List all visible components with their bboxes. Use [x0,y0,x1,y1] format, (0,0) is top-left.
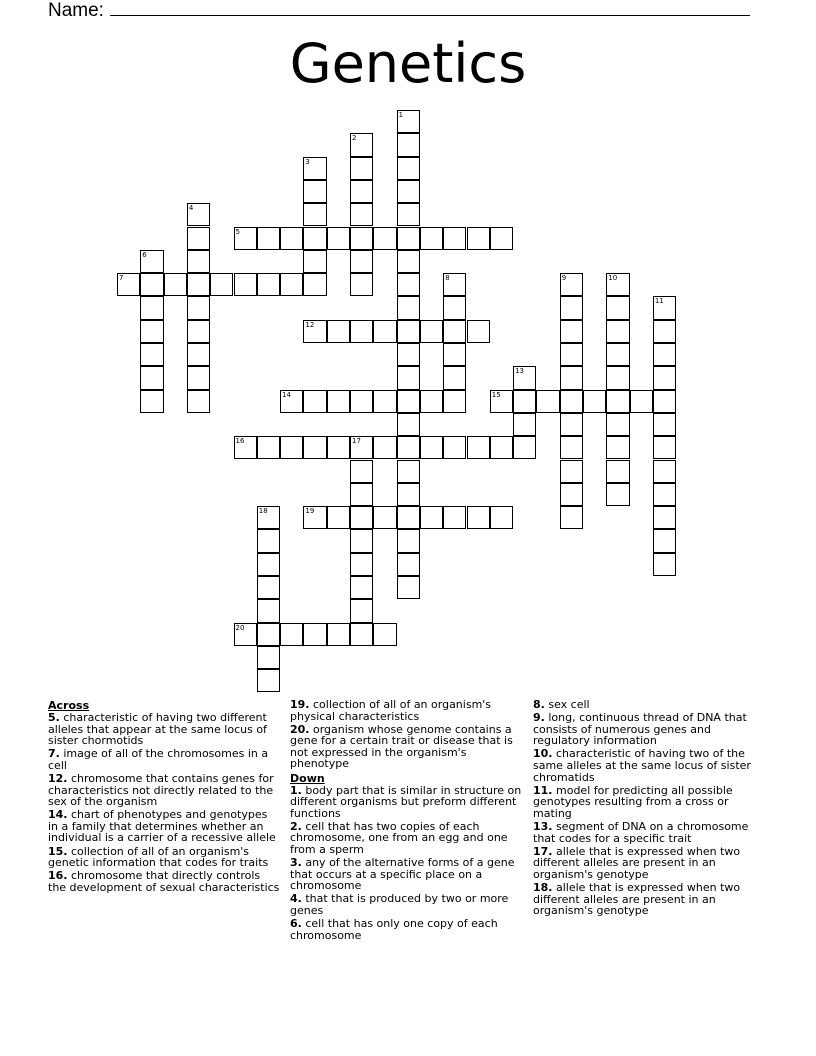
crossword-cell[interactable] [397,529,420,552]
crossword-cell[interactable] [257,646,280,669]
crossword-cell[interactable] [373,506,396,529]
crossword-cell[interactable] [397,343,420,366]
crossword-cell[interactable] [140,343,163,366]
crossword-cell[interactable] [397,576,420,599]
crossword-cell[interactable] [513,413,536,436]
crossword-cell[interactable] [350,599,373,622]
crossword-cell[interactable] [397,110,420,133]
crossword-cell[interactable] [397,413,420,436]
clue-across-16: 16. chromosome that directly controls the development of sexual characteristics [48,869,280,894]
crossword-cell[interactable] [467,227,490,250]
clue-down-2: 2. cell that has two copies of each chromosome, one from an egg and one from a sperm [290,819,508,857]
crossword-cell[interactable] [420,436,443,459]
crossword-cell[interactable] [350,529,373,552]
crossword-cell[interactable] [443,343,466,366]
page-title: Genetics [289,32,527,95]
crossword-cell[interactable] [560,506,583,529]
crossword-cell[interactable] [303,506,326,529]
crossword-cell[interactable] [653,436,676,459]
clue-down-8: 8. sex cell [533,698,590,711]
crossword-cell[interactable] [257,576,280,599]
clue-number: 2 [352,134,357,143]
clue-down-18: 18. allele that is expressed when two different alleles are present in an organism's genotype [533,880,741,918]
clues-column-1 [48,699,280,895]
crossword-cell[interactable] [397,273,420,296]
crossword-cell[interactable] [397,436,420,459]
crossword-cell[interactable] [560,483,583,506]
crossword-cell[interactable] [467,436,490,459]
crossword-cell[interactable] [350,460,373,483]
crossword-cell[interactable] [350,576,373,599]
clue-across-14: 14. chart of phenotypes and genotypes in a family that determines whether an individual is a carrier of a recessive allele [48,808,276,845]
crossword-cell[interactable] [467,506,490,529]
clue-number: 1 [398,111,404,119]
clue-number: 16 [235,437,245,446]
crossword-cell[interactable] [303,227,326,250]
crossword-cell[interactable] [280,273,303,296]
crossword-cell[interactable] [560,320,583,343]
crossword-cell[interactable] [467,320,490,343]
clue-number: 17 [352,437,361,446]
name-field[interactable] [48,0,750,22]
crossword-cell[interactable] [187,273,210,296]
crossword-cell[interactable] [653,366,676,389]
crossword-cell[interactable] [234,623,257,646]
crossword-cell[interactable] [560,273,583,296]
crossword-cell[interactable] [443,506,466,529]
clue-number: 13 [515,367,525,376]
crossword-cell[interactable] [536,390,559,413]
crossword-cell[interactable] [187,366,210,389]
crossword-cell[interactable] [443,227,466,250]
crossword-cell[interactable] [303,180,326,203]
crossword-cell[interactable] [420,390,443,413]
crossword-cell[interactable] [327,320,350,343]
crossword-cell[interactable] [257,599,280,622]
crossword-cell[interactable] [653,483,676,506]
crossword-cell[interactable] [606,390,629,413]
crossword-cell[interactable] [350,273,373,296]
crossword-cell[interactable] [257,273,280,296]
crossword-cell[interactable] [653,506,676,529]
crossword-cell[interactable] [350,390,373,413]
crossword-cell[interactable] [350,227,373,250]
crossword-cell[interactable] [187,227,210,250]
crossword-cell[interactable] [490,506,513,529]
clue-number: 8 [445,274,450,283]
clue-number: 5 [235,227,240,236]
clue-number: 3 [305,157,310,166]
clue-across-19: 19. collection of all of an organism's physical characteristics [290,698,492,723]
name-label: Name: [48,0,104,21]
crossword-cell[interactable] [373,623,396,646]
crossword-cell[interactable] [303,203,326,226]
clue-across-12: 12. chromosome that contains genes for characteristics not directly related to the sex of the organism [48,771,274,809]
crossword-cell[interactable] [443,390,466,413]
crossword-cell[interactable] [350,180,373,203]
crossword-cell[interactable] [653,553,676,576]
crossword-cell[interactable] [257,623,280,646]
crossword-cell[interactable] [443,436,466,459]
clue-number: 12 [305,320,315,329]
clue-down-1: 1. body part that is similar in structure on different organisms but preform different functions [290,783,522,820]
clue-number: 4 [188,204,194,213]
crossword-cell[interactable] [257,227,280,250]
crossword-cell[interactable] [373,227,396,250]
crossword-cell[interactable] [653,413,676,436]
crossword-cell[interactable] [327,506,350,529]
crossword-cell[interactable] [303,320,326,343]
crossword-cell[interactable] [257,669,280,692]
crossword-cell[interactable] [373,390,396,413]
crossword-cell[interactable] [397,483,420,506]
crossword-cell[interactable] [210,273,233,296]
crossword-cell[interactable] [397,203,420,226]
crossword-cell[interactable] [560,390,583,413]
crossword-cell[interactable] [280,390,303,413]
crossword-cell[interactable] [560,343,583,366]
crossword-cell[interactable] [560,436,583,459]
crossword-cell[interactable] [257,529,280,552]
clue-across-20: 20. organism whose genome contains a gene for a certain trait or disease that is not expressed in the organism's phenotype [290,722,513,771]
crossword-cell[interactable] [350,506,373,529]
crossword-cell[interactable] [327,227,350,250]
crossword-cell[interactable] [187,390,210,413]
crossword-cell[interactable] [560,460,583,483]
crossword-cell[interactable] [257,436,280,459]
across-heading: Across [48,699,90,712]
crossword-cell[interactable] [140,366,163,389]
clue-down-13: 13. segment of DNA on a chromosome that codes for a specific trait [533,819,749,845]
crossword-cell[interactable] [397,296,420,319]
crossword-cell[interactable] [653,343,676,366]
crossword-cell[interactable] [140,273,163,296]
crossword-cell[interactable] [350,250,373,273]
crossword-cell[interactable] [397,133,420,156]
name-underline[interactable] [110,1,750,16]
crossword-cell[interactable] [187,320,210,343]
crossword-cell[interactable] [420,506,443,529]
clue-number: 15 [491,390,501,399]
clue-number: 6 [142,250,147,259]
crossword-cell[interactable] [187,343,210,366]
crossword-cell[interactable] [653,460,676,483]
crossword-cell[interactable] [397,320,420,343]
clue-number: 10 [608,274,618,283]
crossword-cell[interactable] [630,390,653,413]
crossword-cell[interactable] [397,227,420,250]
crossword-cell[interactable] [350,553,373,576]
crossword-cell[interactable] [140,250,163,273]
crossword-cell[interactable] [350,436,373,459]
crossword-cell[interactable] [303,390,326,413]
crossword-cell[interactable] [397,460,420,483]
clues-column-3 [533,699,765,918]
crossword-cell[interactable] [513,366,536,389]
crossword-cell[interactable] [513,436,536,459]
crossword-cell[interactable] [350,320,373,343]
crossword-cell[interactable] [327,436,350,459]
clue-down-9: 9. long, continuous thread of DNA that consists of numerous genes and regulatory information [533,711,747,748]
crossword-cell[interactable] [140,320,163,343]
crossword-cell[interactable] [257,506,280,529]
crossword-cell[interactable] [373,436,396,459]
crossword-cell[interactable] [257,553,280,576]
clue-down-4: 4. that that is produced by two or more genes [290,892,509,917]
clue-number: 9 [561,274,567,283]
crossword-cell[interactable] [140,390,163,413]
clue-down-11: 11. model for predicting all possible genotypes resulting from a cross or mating [533,783,733,820]
down-heading: Down [290,771,325,785]
crossword-cell[interactable] [653,296,676,319]
crossword-cell[interactable] [513,390,536,413]
crossword-cell[interactable] [164,273,187,296]
crossword-cell[interactable] [397,250,420,273]
crossword-cell[interactable] [187,296,210,319]
crossword-cell[interactable] [420,227,443,250]
crossword-cell[interactable] [303,250,326,273]
crossword-cell[interactable] [583,390,606,413]
clue-down-6: 6. cell that has only one copy of each chromosome [290,917,498,942]
crossword-cell[interactable] [606,413,629,436]
crossword-cell[interactable] [187,250,210,273]
crossword-cell[interactable] [397,390,420,413]
crossword-cell[interactable] [606,273,629,296]
clue-down-17: 17. allele that is expressed when two different alleles are present in an organism's genotype [533,844,741,881]
crossword-cell[interactable] [443,320,466,343]
crossword-cell[interactable] [140,296,163,319]
clue-across-5: 5. characteristic of having two different alleles that appear at the same locus of sister chormotids [48,711,267,748]
crossword-cell[interactable] [606,436,629,459]
crossword-cell[interactable] [350,623,373,646]
crossword-cell[interactable] [350,483,373,506]
clue-number: 11 [654,297,664,306]
crossword-cell[interactable] [443,366,466,389]
crossword-cell[interactable] [397,366,420,389]
crossword-cell[interactable] [606,296,629,319]
crossword-cell[interactable] [350,157,373,180]
crossword-cell[interactable] [397,553,420,576]
crossword-cell[interactable] [606,343,629,366]
crossword-cell[interactable] [606,366,629,389]
crossword-cell[interactable] [653,529,676,552]
crossword-cell[interactable] [350,203,373,226]
crossword-cell[interactable] [420,320,443,343]
crossword-cell[interactable] [653,390,676,413]
crossword-cell[interactable] [350,133,373,156]
crossword-cell[interactable] [280,227,303,250]
clues-column-2 [290,699,526,943]
crossword-cell[interactable] [117,273,140,296]
clue-number: 19 [305,507,315,516]
crossword-cell[interactable] [303,273,326,296]
crossword-cell[interactable] [397,506,420,529]
crossword-cell[interactable] [443,296,466,319]
crossword-cell[interactable] [490,227,513,250]
clue-across-7: 7. image of all of the chromosomes in a cell [48,747,269,772]
clue-across-15: 15. collection of all of an organism's genetic information that codes for traits [48,844,269,870]
clue-down-3: 3. any of the alternative forms of a gene that occurs at a specific place on a chromosome [290,856,515,893]
clue-number: 18 [258,507,268,516]
crossword-cell[interactable] [373,320,396,343]
clue-number: 7 [119,274,124,283]
crossword-cell[interactable] [303,436,326,459]
crossword-cell[interactable] [606,483,629,506]
crossword-cell[interactable] [560,296,583,319]
crossword-cell[interactable] [234,436,257,459]
crossword-cell[interactable] [327,623,350,646]
crossword-cell[interactable] [327,390,350,413]
crossword-cell[interactable] [490,390,513,413]
clue-down-10: 10. characteristic of having two of the same alleles at the same locus of sister chromatids [533,747,751,784]
crossword-cell[interactable] [490,436,513,459]
crossword-cell[interactable] [280,436,303,459]
crossword-cell[interactable] [653,320,676,343]
crossword-cell[interactable] [560,366,583,389]
crossword-cell[interactable] [234,227,257,250]
crossword-cell[interactable] [606,460,629,483]
crossword-cell[interactable] [606,320,629,343]
clue-number: 14 [282,390,292,399]
crossword-cell[interactable] [187,203,210,226]
crossword-cell[interactable] [397,157,420,180]
crossword-cell[interactable] [303,623,326,646]
clue-number: 20 [235,623,245,632]
crossword-cell[interactable] [234,273,257,296]
crossword-cell[interactable] [443,273,466,296]
crossword-cell[interactable] [280,623,303,646]
crossword-cell[interactable] [397,180,420,203]
crossword-cell[interactable] [303,157,326,180]
crossword-cell[interactable] [560,413,583,436]
